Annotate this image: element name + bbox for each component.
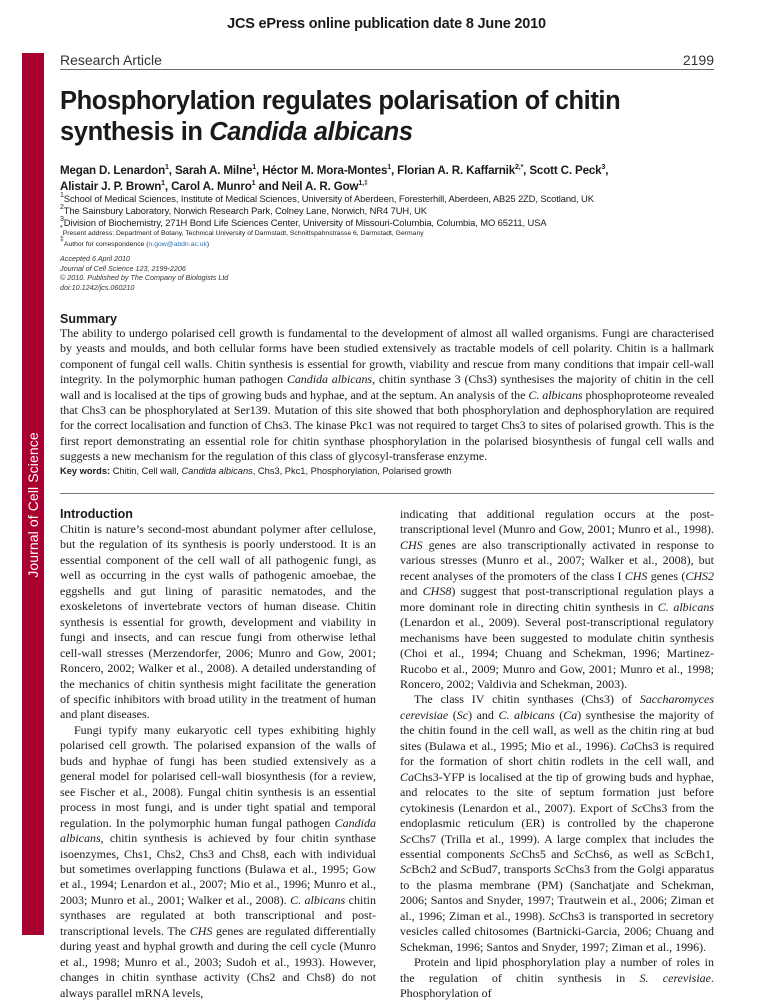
body-column-right [400,507,714,1002]
author: Alistair J. P. Brown$^1$, [60,180,172,193]
keywords: Key words: Chitin, Cell wall, Candida albicans, Chs3, Pkc1, Phosphorylation, Polarised growth [60,466,452,476]
article-title [60,86,714,148]
present-address-note: *Present address: Department of Botany, Technical University of Darmstadt, Schnittspahnstrasse 6, Darmstadt, Germany [60,225,424,237]
journal-citation: Journal of Cell Science 123, 2199-2206 [60,263,186,273]
affiliation: $^3$Division of Biochemistry, 271H Bond Life Sciences Center, University of Missouri-Columbia, Columbia, MO 65211, USA [60,216,547,229]
body-paragraph: The class IV chitin synthases (Chs3) of Saccharomyces cerevisiae (Sc) and C. albicans (Ca) synthesise the majority of the chitin found in the cell wall, as well as the chitin ring at bud sites (Bulawa et al., 1995; Mio et al., 1996). CaChs3 is required for the formation of short chitin rodlets in the cell wall, and CaChs3-YFP is localised at the tip of growing buds and hyphae, and relocates to the site of septum formation just before cytokinesis (Lenardon et al., 2007). Export of ScChs3 from the endoplasmic reticulum (ER) is controlled by the chaperone ScChs7 (Trilla et al., 1999). A large complex that includes the essential components ScChs5 and ScChs6, as well as ScBch1, ScBch2 and ScBud7, transports ScChs3 from the Golgi apparatus to the plasma membrane (PM) (Sanchatjate and Schekman, 2006; Santos and Snyder, 1997; Trautwein et al., 2006; Ziman et al., 1996; Ziman et al., 1998). ScChs3 is transported in secretory vesicles called chitosomes (Bartnicki-Garcia, 2006; Chuang and Schekman, 1996; Santos and Snyder, 1997; Ziman et al., 1996). [400,692,715,954]
body-column-left [60,507,376,1001]
author: Sarah A. Milne$^1$, [174,164,263,177]
publication-info [60,254,228,292]
section-divider [60,493,714,494]
author: Héctor M. Mora-Montes$^1$, [262,164,398,177]
author: Carol A. Munro$^1$ and [171,180,282,193]
page-number: 2199 [682,52,714,68]
body-paragraph: Chitin is nature’s second-most abundant polymer after cellulose, but the regulation of its synthesis is poorly understood. It is an essential component of the cell wall of all pathogenic fungi, as well as occurring in the cyst walls of pathogenic amoebae, the eggshells and gut lining of parasitic nematodes, and the exoskeletons of invertebrate vectors of human disease. Chitin synthesis is essential for growth, development and viability in fungi and insects, and can rescue fungi from otherwise lethal cell-wall stresses (Merzendorfer, 2006; Munro and Gow, 2001; Roncero, 2002; Walker et al., 2008). A detailed understanding of the mechanics of chitin synthesis might facilitate the generation of specific inhibitors with broad utility in the treatment of human and plant diseases. [60,522,376,722]
affiliation: $^2$The Sainsbury Laboratory, Norwich Research Park, Colney Lane, Norwich, NR4 7UH, UK [60,204,427,217]
accepted-date: Accepted 6 April 2010 [60,254,131,263]
author-notes [60,225,720,250]
title-line-1: Phosphorylation regulates polarisation of chitin [60,87,621,115]
author: Megan D. Lenardon$^1$, [60,164,175,177]
introduction-heading: Introduction [60,507,133,521]
author-list [60,163,720,195]
doi[interactable]: doi:10.1242/jcs.060210 [60,282,135,292]
correspondence-email-link[interactable]: n.gow@abdn.ac.uk [148,240,207,248]
keywords-label: Key words: [60,466,111,476]
summary-abstract: The ability to undergo polarised cell growth is fundamental to the development of almost all walled organisms. Fungi are characterised by yeasts and moulds, and both cellular forms have been studied extensively as tractable models of cell polarity. Chitin is a hallmark component of fungal cell walls. Chitin synthesis is essential for growth, viability and rescue from many conditions that impair cell-wall integrity. In the polymorphic human pathogen Candida albicans, chitin synthase 3 (Chs3) synthesises the majority of chitin in the cell wall and is localised at the tips of growing buds and hyphae, and at the septum. An analysis of the C. albicans phosphoproteome revealed that Chs3 can be phosphorylated at Ser139. Mutation of this site showed that both phosphorylation and dephosphorylation are required for the correct localisation and function of Chs3. The kinase Pkc1 was not required to target Chs3 to sites of polarised growth. This is the first report demonstrating an essential role for chitin synthase phosphorylation in the polarised biosynthesis of fungal cell walls and suggests a new mechanism for the regulation of this class of glycosyl-transferase enzyme. [60,326,714,464]
correspondence-note: ‡Author for correspondence (n.gow@abdn.ac.uk) [60,235,210,248]
title-line-2-species: Candida albicans [209,118,413,146]
author: Florian A. R. Kaffarnik$^{2,*}$, [397,164,530,177]
epress-publication-line: JCS ePress online publication date 8 June 2010 [227,16,546,32]
copyright-notice: © 2010. Published by The Company of Biologists Ltd [60,273,229,283]
running-head [60,52,714,70]
summary-heading: Summary [60,312,117,326]
affiliation: $^1$School of Medical Sciences, Institute of Medical Sciences, University of Aberdeen, Foresterhill, Aberdeen, AB25 2ZD, Scotland, UK [60,192,594,204]
affiliations [60,193,720,230]
body-paragraph: Protein and lipid phosphorylation play a number of roles in the regulation of chitin synthesis in S. cerevisiae. Phosphorylation of [400,955,714,1001]
body-paragraph: indicating that additional regulation occurs at the post-transcriptional level (Munro and Gow, 2001; Munro et al., 1998). CHS genes are also transcriptionally activated in response to various stresses (Munro et al., 2007; Walker et al., 2008), but recent analyses of the promoters of the class I CHS genes (CHS2 and CHS8) suggest that post-transcriptional regulation plays a more dominant role in directing chitin synthesis in C. albicans (Lenardon et al., 2009). Several post-transcriptional regulatory mechanisms have been suggested to modulate chitin synthesis (Choi et al., 1994; Chuang and Schekman, 1996; Martinez-Rucobo et al., 2009; Munro and Gow, 2001; Munro et al., 1998; Roncero, 2002; Valdivia and Schekman, 2003). [400,507,715,691]
section-label: Research Article [60,52,162,68]
author: Scott C. Peck$^3$, [529,164,609,177]
journal-sidebar-label: Journal of Cell Science [25,432,41,578]
title-line-2-prefix: synthesis in [60,118,210,146]
author: Neil A. R. Gow$^{1,\ddagger}$ [281,180,368,193]
body-paragraph: Fungi typify many eukaryotic cell types exhibiting highly polarised cell growth. The polarised expansion of the walls of buds and hyphae of fungi has been studied extensively as a general model for polarised cell-wall biosynthesis (for a review, see Fischer et al., 2008). Fungal chitin synthesis is an essential process in most fungi, and is under tight spatial and temporal regulation. In the polymorphic human fungal pathogen Candida albicans, chitin synthesis is achieved by four chitin synthase isoenzymes, Chs1, Chs2, Chs3 and Chs8, each with individual but sometimes overlapping functions (Bulawa et al., 1995; Gow et al., 1994; Lenardon et al., 2007; Mio et al., 1996; Munro et al., 2003; Munro et al., 2001; Walker et al., 2008). C. albicans chitin synthases are regulated at both transcriptional and post-transcriptional levels. The CHS genes are regulated differentially during yeast and hyphal growth and during the cell cycle (Munro et al., 1998; Munro et al., 2003; Sudoh et al., 1993). However, changes in chitin synthase activity (Chs2 and Chs8) do not always parallel mRNA levels, [60,722,377,1000]
